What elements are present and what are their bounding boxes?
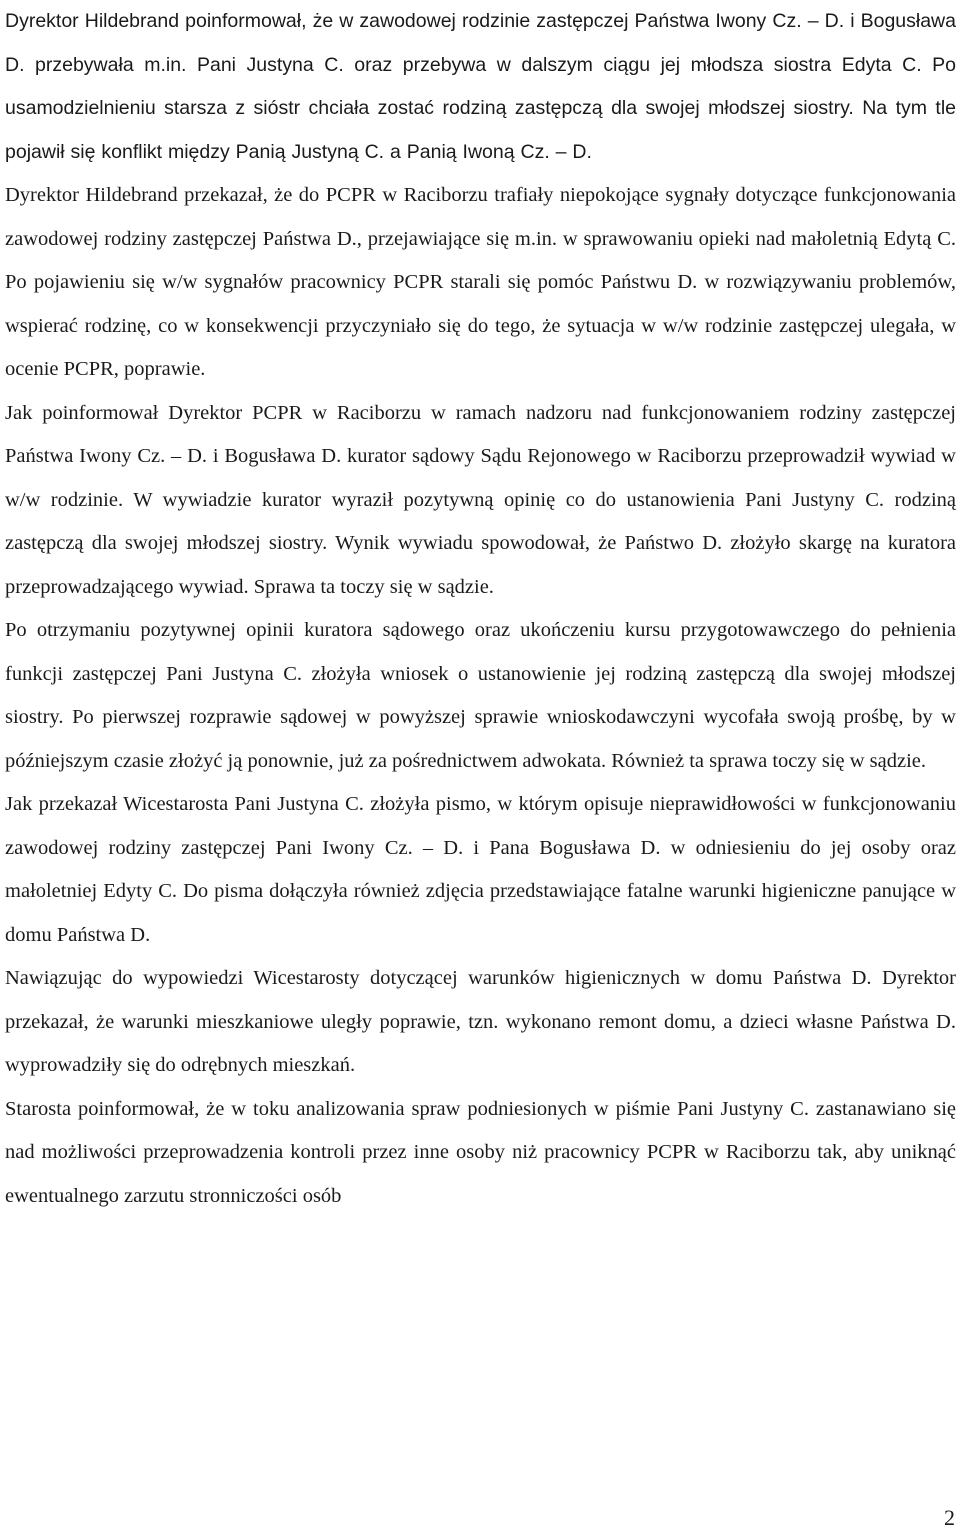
paragraph-court-curator: Jak poinformował Dyrektor PCPR w Raciborzu w ramach nadzoru nad funkcjonowaniem rodziny zastępczej Państwa Iwony Cz. – D. i Bogusława D. kurator sądowy Sądu Rejonowego w Raciborzu przeprowadził wywiad w w/w rodzinie. W wywiadzie kurator wyraził pozytywną opinię co do ustanowienia Pani Justyny C. rodziną zastępczą dla swojej młodszej siostry. Wynik wywiadu spowodował, że Państwo D. złożyło skargę na kuratora przeprowadzającego wywiad. Sprawa ta toczy się w sądzie. bbox=[5, 401, 956, 598]
paragraph-application: Po otrzymaniu pozytywnej opinii kuratora sądowego oraz ukończeniu kursu przygotowawczego do pełnienia funkcji zastępczej Pani Justyna C. złożyła wniosek o ustanowienie jej rodziną zastępczą dla swojej młodszej siostry. Po pierwszej rozprawie sądowej w powyższej sprawie wnioskodawczyni wycofała swoją prośbę, by w późniejszym czasie złożyć ją ponownie, już za pośrednictwem adwokata. Również ta sprawa toczy się w sądzie. bbox=[5, 619, 956, 772]
document-body bbox=[5, 0, 956, 1218]
paragraph-conflict: Dyrektor Hildebrand poinformował, że w zawodowej rodzinie zastępczej Państwa Iwony Cz. – D. i Bogusława D. przebywała m.in. Pani Justyna C. oraz przebywa w dalszym ciągu jej młodsza siostra Edyta C. Po usamodzielnieniu starsza z sióstr chciała zostać rodziną zastępczą dla swojej młodszej siostry. Na tym tle pojawił się konflikt między Panią Justyną C. a Panią Iwoną Cz. – D. bbox=[5, 10, 956, 163]
paragraph-vice-starost: Jak przekazał Wicestarosta Pani Justyna C. złożyła pismo, w którym opisuje nieprawidłowości w funkcjonowaniu zawodowej rodziny zastępczej Pani Iwony Cz. – D. i Pana Bogusława D. w odniesieniu do jej osoby oraz małoletniej Edyty C. Do pisma dołączyła również zdjęcia przedstawiające fatalne warunki higieniczne panujące w domu Państwa D. bbox=[5, 793, 956, 946]
page-number: 2 bbox=[944, 1505, 955, 1530]
paragraph-starost: Starosta poinformował, że w toku analizowania spraw podniesionych w piśmie Pani Justyny C. zastanawiano się nad możliwości przeprowadzenia kontroli przez inne osoby niż pracownicy PCPR w Raciborzu tak, aby uniknąć ewentualnego zarzutu stronniczości osób bbox=[5, 1097, 956, 1207]
paragraph-hygiene: Nawiązując do wypowiedzi Wicestarosty dotyczącej warunków higienicznych w domu Państwa D. Dyrektor przekazał, że warunki mieszkaniowe uległy poprawie, tzn. wykonano remont domu, a dzieci własne Państwa D. wyprowadziły się do odrębnych mieszkań. bbox=[5, 967, 956, 1076]
paragraph-pcpr-signals: Dyrektor Hildebrand przekazał, że do PCPR w Raciborzu trafiały niepokojące sygnały dotyczące funkcjonowania zawodowej rodziny zastępczej Państwa D., przejawiające się m.in. w sprawowaniu opieki nad małoletnią Edytą C. Po pojawieniu się w/w sygnałów pracownicy PCPR starali się pomóc Państwu D. w rozwiązywaniu problemów, wspierać rodzinę, co w konsekwencji przyczyniało się do tego, że sytuacja w w/w rodzinie zastępczej ulegała, w ocenie PCPR, poprawie. bbox=[5, 184, 956, 380]
